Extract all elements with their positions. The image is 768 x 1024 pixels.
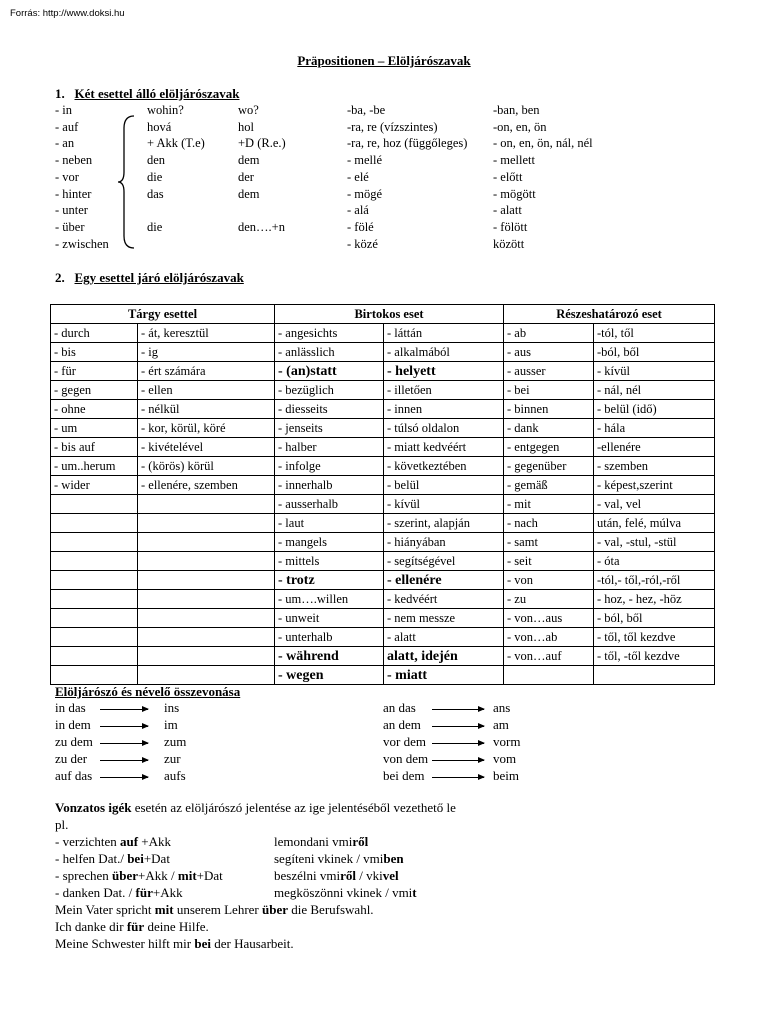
table-cell: - samt [504,533,594,552]
verbs-intro-bold: Vonzatos igék [55,800,132,815]
table-cell: - gemäß [504,476,594,495]
section1-cell: - mellett [493,153,535,168]
example-sentence-part: unserem Lehrer [173,902,262,917]
table-cell: - von [504,571,594,590]
table-cell [51,533,138,552]
verb-hungarian [274,850,404,867]
table-cell: - illetően [384,381,504,400]
table-cell [138,628,275,647]
table-cell: - gegenüber [504,457,594,476]
table-cell: - unterhalb [275,628,384,647]
table-cell: - alkalmából [384,343,504,362]
table-cell: - szemben [594,457,715,476]
table-cell: - val, -stul, -stül [594,533,715,552]
table-cell: után, felé, múlva [594,514,715,533]
section1-cell: - mögé [347,186,383,201]
table-cell [51,571,138,590]
table-cell [138,609,275,628]
table-cell: - hiányában [384,533,504,552]
table-cell [138,590,275,609]
section1-cell: das [147,186,164,201]
contraction-source: von dem [383,751,429,766]
table-cell: - von…auf [504,647,594,666]
contraction-result: zum [164,734,187,749]
contraction-result: zur [164,751,181,766]
contraction-result: am [493,717,509,732]
table-cell: - gegen [51,381,138,400]
table-cell [51,552,138,571]
table-cell: - (an)statt [275,362,384,381]
verb-german [55,884,183,901]
table-cell: - ellen [138,381,275,400]
example-sentence-part: Ich danke dir [55,919,127,934]
verb-german-part: +Dat [143,851,170,866]
table-cell: - át, keresztül [138,324,275,343]
section1-cell: - fölé [347,219,374,234]
table-cell: - bis auf [51,438,138,457]
table-cell: - belül [384,476,504,495]
table-cell: alatt, idején [384,647,504,666]
table-cell: - ért számára [138,362,275,381]
table-row [51,457,715,476]
verb-german-part: - sprechen [55,868,113,883]
header-accusative: Tárgy esettel [51,305,275,324]
table-cell: - mit [504,495,594,514]
table-cell: - ohne [51,400,138,419]
contraction-source: an dem [383,717,421,732]
table-cell: - aus [504,343,594,362]
contraction-result: beim [493,768,519,783]
example-sentence-part: für [126,919,145,934]
section1-cell: -ba, -be [347,103,386,117]
table-cell: - túlsó oldalon [384,419,504,438]
table-cell: - infolge [275,457,384,476]
table-cell: - (körös) körül [138,457,275,476]
preposition-table [50,304,715,685]
table-cell: - nélkül [138,400,275,419]
table-row [51,647,715,666]
example-sentence-part: Mein Vater spricht [55,902,155,917]
table-cell: - anlässlich [275,343,384,362]
arrow-icon [100,743,148,744]
section1-cell: között [493,236,525,251]
table-cell [51,495,138,514]
table-row [51,666,715,685]
table-row [51,324,715,343]
table-cell: - láttán [384,324,504,343]
table-row [51,419,715,438]
section1-cell: den [147,153,166,168]
verb-german-part: auf [119,834,139,849]
table-cell: - segítségével [384,552,504,571]
arrow-icon [100,726,148,727]
table-cell: - innen [384,400,504,419]
example-sentence-part: mit [154,902,174,917]
section1-number: 1. [55,86,65,101]
table-cell: - zu [504,590,594,609]
example-sentence-part: bei [194,936,211,951]
table-cell [138,514,275,533]
verb-hungarian-part: lemondani vmi [274,834,353,849]
table-cell: - diesseits [275,400,384,419]
verb-german-part: - verzichten [55,834,120,849]
section1-title: Két esettel álló elöljárószavak [74,86,240,101]
section1-cell: -ra, re (vízszintes) [347,119,438,134]
section1-heading [55,86,239,102]
source-line: Forrás: http://www.doksi.hu [10,8,125,19]
contraction-source: in das [55,700,86,715]
section1-cell: wohin? [147,103,184,117]
section1-cell: - unter [55,203,88,218]
table-row [51,400,715,419]
contraction-result: im [164,717,178,732]
verb-hungarian-part: segíteni vkinek / vmi [274,851,384,866]
table-cell: - durch [51,324,138,343]
section1-cell: die [147,169,163,184]
section1-cell: - mögött [493,186,536,201]
section1-cell: - neben [55,153,93,168]
table-cell [138,533,275,552]
verb-hungarian-part: ről [352,834,369,849]
table-row [51,533,715,552]
table-cell: - kívül [384,495,504,514]
table-cell: - kedvéért [384,590,504,609]
contraction-source: an das [383,700,416,715]
contraction-result: aufs [164,768,186,783]
verb-german-part: +Akk [152,885,183,900]
table-cell [51,647,138,666]
table-row [51,571,715,590]
table-cell: -ból, ből [594,343,715,362]
grouping-brace [116,114,140,250]
table-cell: - um….willen [275,590,384,609]
table-cell: - kor, körül, köré [138,419,275,438]
section2-number: 2. [55,270,65,285]
section2-title: Egy esettel járó elöljárószavak [74,270,244,285]
verb-german-part: - danken Dat. / [55,885,136,900]
table-cell: - um [51,419,138,438]
table-row [51,438,715,457]
table-cell: - ból, ből [594,609,715,628]
table-cell [51,628,138,647]
section1-cell: - an [55,136,75,151]
example-sentence-part: die Berufswahl. [288,902,374,917]
example-sentence-part: Meine Schwester hilft mir [55,936,195,951]
section1-cell: - közé [347,236,378,251]
table-cell: - bezüglich [275,381,384,400]
section1-cell: - zwischen [55,236,109,251]
table-cell: - ig [138,343,275,362]
table-cell: - től, től kezdve [594,628,715,647]
table-cell [51,590,138,609]
table-cell: - binnen [504,400,594,419]
section1-cell: - mellé [347,153,383,168]
contraction-source: auf das [55,768,93,783]
section1-cell: der [238,169,254,184]
example-sentence-part: der Hausarbeit. [210,936,294,951]
table-cell [138,495,275,514]
table-row [51,514,715,533]
contraction-source: vor dem [383,734,426,749]
table-cell: - miatt kedvéért [384,438,504,457]
table-cell: - dank [504,419,594,438]
table-cell: - mittels [275,552,384,571]
table-cell: - hoz, - hez, -höz [594,590,715,609]
contraction-source: zu der [55,751,88,766]
table-cell [138,666,275,685]
table-cell: - jenseits [275,419,384,438]
table-cell [138,552,275,571]
table-cell: - ellenére [384,571,504,590]
table-cell: - nach [504,514,594,533]
section1-cell: -ra, re, hoz (függőleges) [347,136,468,151]
contraction-source: in dem [55,717,91,732]
table-row [51,476,715,495]
arrow-icon [100,709,148,710]
table-cell: - bis [51,343,138,362]
contraction-result: ins [164,700,180,715]
table-row [51,609,715,628]
table-cell: - von…aus [504,609,594,628]
verb-german-part: - helfen Dat./ [55,851,128,866]
table-cell: - angesichts [275,324,384,343]
verb-german-part: +Akk [138,834,172,849]
table-cell: - halber [275,438,384,457]
verb-german-part: über [112,868,139,883]
section1-cell: - vor [55,169,79,184]
verb-hungarian [274,867,399,884]
table-cell: -ellenére [594,438,715,457]
verbs-intro [55,799,456,816]
table-cell: - nem messze [384,609,504,628]
table-cell: - kívül [594,362,715,381]
table-cell: - bei [504,381,594,400]
verb-hungarian-part: ben [383,851,404,866]
verb-hungarian-part: t [412,885,417,900]
table-cell [138,647,275,666]
contraction-result: vom [493,751,517,766]
section1-cell: - alatt [493,203,522,218]
table-row [51,590,715,609]
example-sentence [55,935,294,952]
table-cell: - ausserhalb [275,495,384,514]
header-genitive: Birtokos eset [275,305,504,324]
table-cell: - hála [594,419,715,438]
verb-hungarian-part: beszélni vmi [274,868,341,883]
table-cell: -tól,- től,-ról,-ről [594,571,715,590]
example-sentence-part: deine Hilfe. [144,919,209,934]
table-cell: - ellenére, szemben [138,476,275,495]
verb-hungarian-part: megköszönni vkinek / vmi [274,885,413,900]
table-cell: - től, -től kezdve [594,647,715,666]
section1-cell: dem [238,186,260,201]
table-cell [504,666,594,685]
section1-cell: - auf [55,119,79,134]
verb-german [55,833,171,850]
table-row [51,495,715,514]
table-cell: - wider [51,476,138,495]
table-row [51,362,715,381]
table-cell: - belül (idő) [594,400,715,419]
verb-hungarian-part: / vki [355,868,383,883]
verb-hungarian [274,833,368,850]
section1-cell: - előtt [493,169,523,184]
table-cell: - ab [504,324,594,343]
section1-cell: -on, en, ön [493,119,547,134]
table-cell: - entgegen [504,438,594,457]
verb-hungarian [274,884,417,901]
section1-cell: wo? [238,103,259,117]
arrow-icon [432,709,484,710]
table-row [51,552,715,571]
table-cell: - alatt [384,628,504,647]
verb-german-part: +Akk / [138,868,178,883]
table-cell: - helyett [384,362,504,381]
table-row [51,628,715,647]
table-cell: - für [51,362,138,381]
section1-cell: hová [147,119,172,134]
section1-cell: - elé [347,169,369,184]
example-sentence [55,901,374,918]
verbs-intro-rest: esetén az elöljárószó jelentése az ige jelentéséből vezethető le [131,800,456,815]
table-cell: - seit [504,552,594,571]
table-cell: - innerhalb [275,476,384,495]
verbs-intro-line2: pl. [55,817,69,832]
section1-cell: - über [55,219,85,234]
table-cell: - während [275,647,384,666]
section1-cell: dem [238,153,260,168]
example-sentence [55,918,209,935]
verb-german-part: +Dat [196,868,223,883]
table-cell: -tól, től [594,324,715,343]
arrow-icon [432,743,484,744]
contraction-source: bei dem [383,768,425,783]
table-cell: - laut [275,514,384,533]
section1-cell: - fölött [493,219,528,234]
table-cell: - szerint, alapján [384,514,504,533]
section1-cell: - hinter [55,186,92,201]
table-cell: - wegen [275,666,384,685]
table-cell: - nál, nél [594,381,715,400]
section1-cell: + Akk (T.e) [147,136,205,151]
contraction-heading: Elöljárószó és névelő összevonása [55,684,241,699]
table-cell [51,514,138,533]
table-cell [138,571,275,590]
contraction-result: ans [493,700,511,715]
table-cell [51,609,138,628]
contraction-result: vorm [493,734,521,749]
section1-cell: den….+n [238,219,285,234]
verb-german [55,850,170,867]
table-cell [594,666,715,685]
table-cell: - val, vel [594,495,715,514]
arrow-icon [432,726,484,727]
table-cell: - unweit [275,609,384,628]
arrow-icon [100,777,148,778]
table-cell: - trotz [275,571,384,590]
verb-hungarian-part: vel [382,868,399,883]
section1-cell: - alá [347,203,369,218]
table-cell: - képest,szerint [594,476,715,495]
example-sentence-part: über [262,902,288,917]
table-header-row [51,305,715,324]
table-cell: - óta [594,552,715,571]
section1-cell: +D (R.e.) [238,136,286,151]
page-title: Präpositionen – Elöljárószavak [297,53,471,68]
contraction-source: zu dem [55,734,93,749]
verb-german [55,867,223,884]
table-cell: - miatt [384,666,504,685]
verb-german-part: bei [127,851,144,866]
arrow-icon [432,777,484,778]
header-dative: Részeshatározó eset [504,305,715,324]
table-cell: - um..herum [51,457,138,476]
section1-cell: -ban, ben [493,103,540,117]
section1-cell: hol [238,119,254,134]
arrow-icon [432,760,484,761]
table-cell [51,666,138,685]
table-row [51,381,715,400]
table-cell: - mangels [275,533,384,552]
section1-cell: die [147,219,163,234]
verb-german-part: mit [177,868,197,883]
table-row [51,343,715,362]
table-cell: - von…ab [504,628,594,647]
section2-heading [55,270,244,286]
table-cell: - ausser [504,362,594,381]
verb-hungarian-part: ről [340,868,356,883]
table-cell: - kivételével [138,438,275,457]
section1-cell: - in [55,103,73,117]
section1-cell: - on, en, ön, nál, nél [493,136,593,151]
table-cell: - következtében [384,457,504,476]
arrow-icon [100,760,148,761]
verb-german-part: für [135,885,153,900]
